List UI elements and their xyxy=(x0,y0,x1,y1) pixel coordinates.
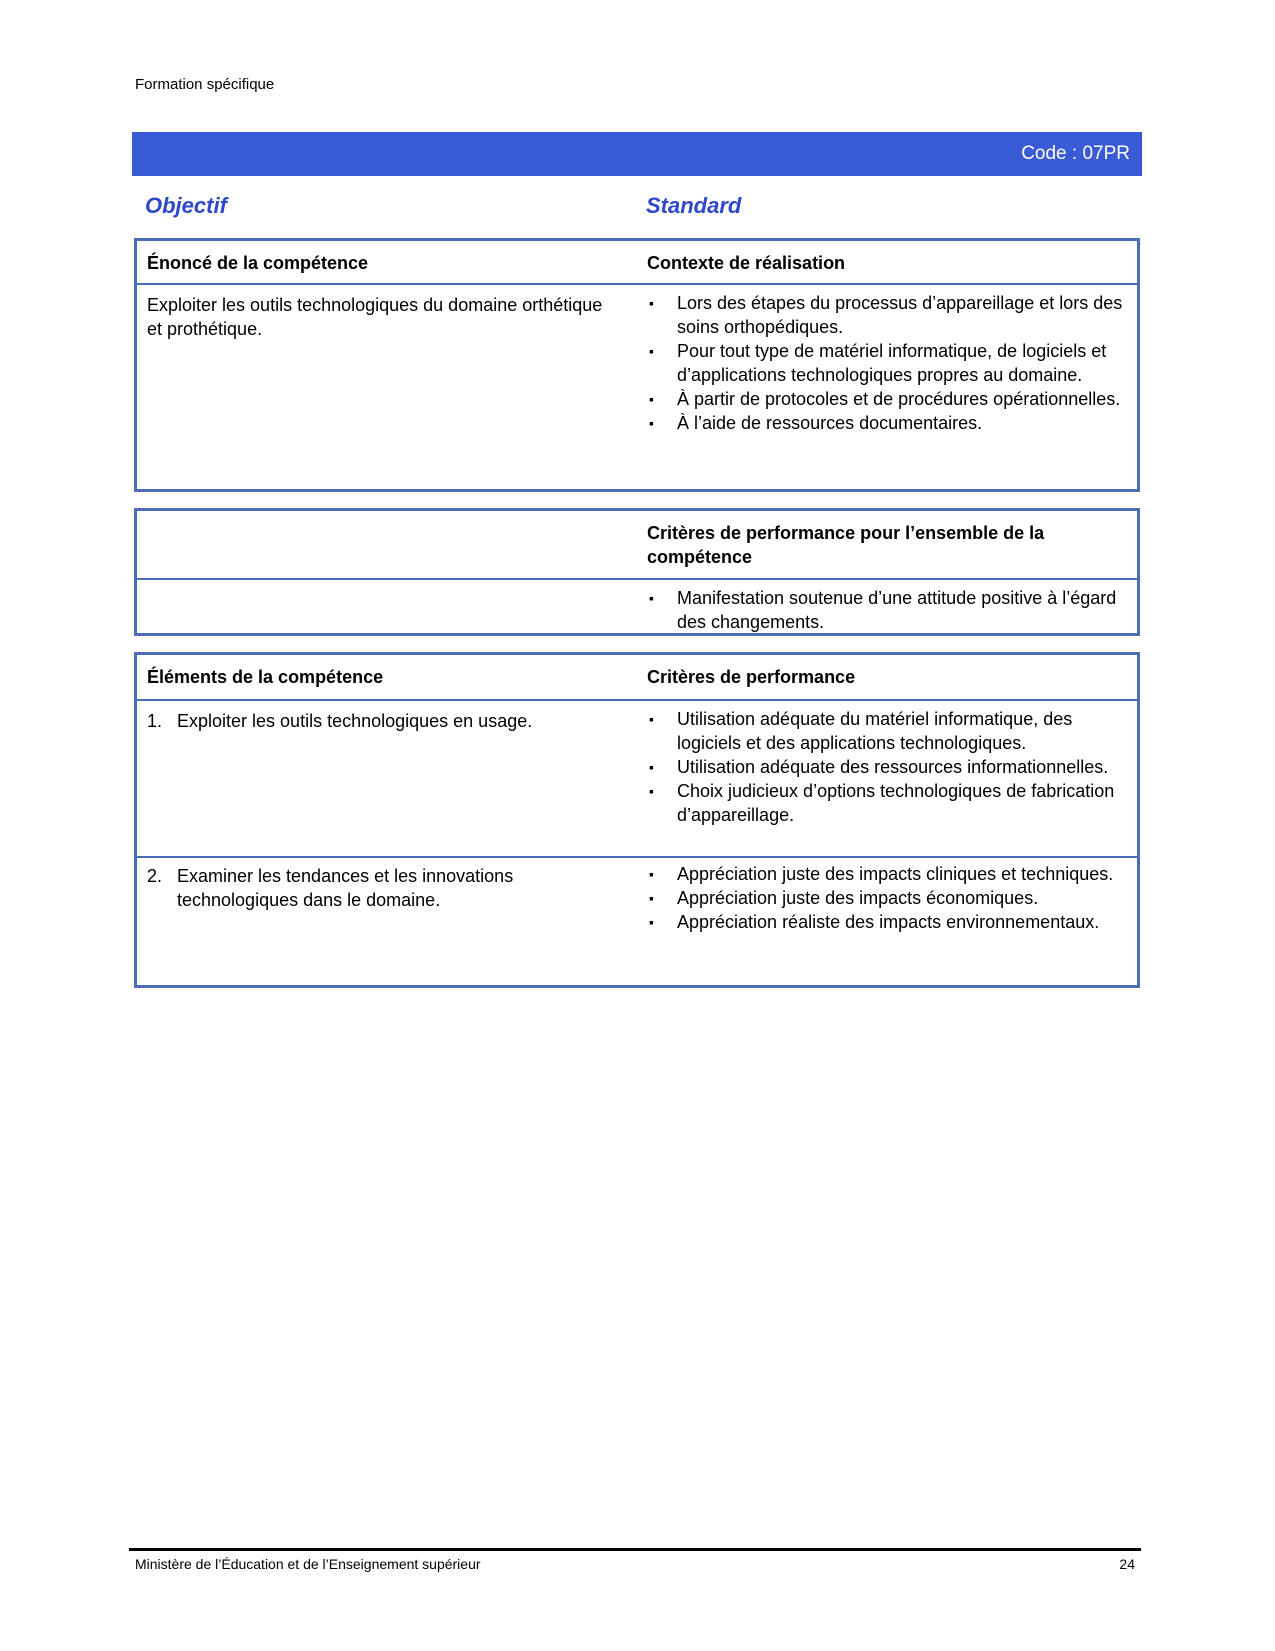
box-header xyxy=(137,511,1137,580)
context-item: Lors des étapes du processus d’appareillage et lors des soins orthopédiques. xyxy=(677,293,1123,337)
context-item: À partir de protocoles et de procédures opérationnelles. xyxy=(677,389,1121,409)
list-item xyxy=(647,886,1129,910)
standard-heading: Standard xyxy=(646,193,742,218)
footer-divider xyxy=(129,1548,1141,1551)
criterion-item: Appréciation juste des impacts cliniques et techniques. xyxy=(677,864,1114,884)
elements-heading: Éléments de la compétence xyxy=(147,667,384,687)
competency-code: Code : 07PR xyxy=(1021,143,1130,164)
section-headings xyxy=(145,193,1135,223)
competency-elements-box xyxy=(134,652,1140,988)
running-title: Formation spécifique xyxy=(135,76,275,93)
bullet-icon: ▪ xyxy=(649,295,654,311)
list-item xyxy=(647,707,1129,755)
element-number: 2. xyxy=(147,866,163,886)
bullet-icon: ▪ xyxy=(649,914,654,930)
bullet-icon: ▪ xyxy=(649,759,654,775)
context-heading: Contexte de réalisation xyxy=(647,253,846,273)
list-item xyxy=(147,709,617,733)
statement-heading: Énoncé de la compétence xyxy=(147,253,369,273)
table-row xyxy=(137,701,1137,856)
list-item xyxy=(147,864,617,912)
bullet-icon: ▪ xyxy=(649,711,654,727)
element-item xyxy=(147,709,617,733)
criterion-item: Manifestation soutenue d’une attitude positive à l’égard des changements. xyxy=(677,588,1117,632)
bullet-icon: ▪ xyxy=(649,415,654,431)
list-item xyxy=(647,387,1129,411)
list-item xyxy=(647,586,1129,634)
overall-criteria-heading: Critères de performance pour l’ensemble de la compétence xyxy=(647,523,1045,567)
table-row xyxy=(137,856,1137,986)
overall-criteria-list xyxy=(647,586,1129,634)
bullet-icon: ▪ xyxy=(649,343,654,359)
bullet-icon: ▪ xyxy=(649,866,654,882)
element-text: Exploiter les outils technologiques en usage. xyxy=(177,711,533,731)
overall-criteria-box xyxy=(134,508,1140,636)
list-item xyxy=(647,291,1129,339)
criterion-item: Utilisation adéquate des ressources informationnelles. xyxy=(677,757,1109,777)
criteria-list xyxy=(647,707,1129,827)
element-text: Examiner les tendances et les innovations technologiques dans le domaine. xyxy=(177,866,514,910)
page-number: 24 xyxy=(1119,1556,1135,1572)
box-header xyxy=(137,655,1137,701)
footer-ministry: Ministère de l’Éducation et de l’Enseignement supérieur xyxy=(135,1556,481,1572)
list-item xyxy=(647,755,1129,779)
bullet-icon: ▪ xyxy=(649,890,654,906)
context-item: Pour tout type de matériel informatique, de logiciels et d’applications technologiques propres au domaine. xyxy=(677,341,1107,385)
list-item xyxy=(647,779,1129,827)
objective-heading: Objectif xyxy=(145,193,227,218)
competency-statement: Exploiter les outils technologiques du domaine orthétique et prothétique. xyxy=(147,295,603,339)
element-item xyxy=(147,864,617,912)
code-band xyxy=(132,132,1142,176)
list-item xyxy=(647,910,1129,934)
bullet-icon: ▪ xyxy=(649,783,654,799)
criterion-item: Utilisation adéquate du matériel informatique, des logiciels et des applications technologiques. xyxy=(677,709,1073,753)
list-item xyxy=(647,862,1129,886)
performance-criteria-heading: Critères de performance xyxy=(647,667,856,687)
context-list xyxy=(647,291,1129,435)
criteria-list xyxy=(647,862,1129,934)
criterion-item: Appréciation juste des impacts économiques. xyxy=(677,888,1039,908)
box-header xyxy=(137,241,1137,285)
list-item xyxy=(647,411,1129,435)
context-item: À l’aide de ressources documentaires. xyxy=(677,413,983,433)
criterion-item: Appréciation réaliste des impacts environnementaux. xyxy=(677,912,1100,932)
bullet-icon: ▪ xyxy=(649,590,654,606)
element-number: 1. xyxy=(147,711,163,731)
competency-statement-box xyxy=(134,238,1140,492)
list-item xyxy=(647,339,1129,387)
bullet-icon: ▪ xyxy=(649,391,654,407)
criterion-item: Choix judicieux d’options technologiques de fabrication d’appareillage. xyxy=(677,781,1115,825)
